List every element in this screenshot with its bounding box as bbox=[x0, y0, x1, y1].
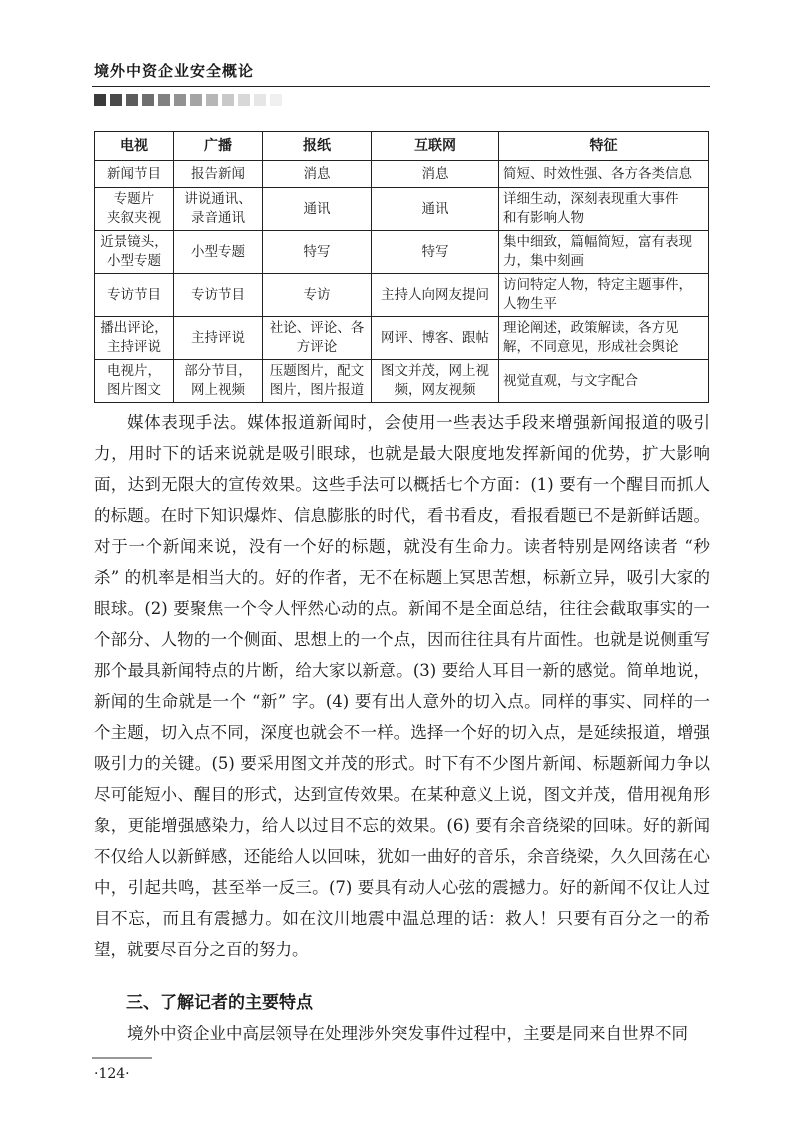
table-cell-tv: 专访节目 bbox=[95, 274, 174, 317]
table-cell-tv: 专题片 夹叙夹视 bbox=[95, 188, 174, 231]
table-cell-internet: 主持人向网友提问 bbox=[372, 274, 499, 317]
body-text bbox=[94, 407, 710, 965]
table-cell-paper: 专访 bbox=[263, 274, 372, 317]
column-header: 电视 bbox=[95, 132, 174, 161]
table-cell-feature: 集中细致，篇幅简短，富有表现 力，集中刻画 bbox=[499, 231, 709, 274]
table-cell-internet: 消息 bbox=[372, 161, 499, 188]
table-cell-feature: 理论阐述，政策解读，各方见 解，不同意见，形成社会舆论 bbox=[499, 317, 709, 360]
column-header: 互联网 bbox=[372, 132, 499, 161]
media-comparison-table bbox=[94, 131, 709, 403]
decoration-block bbox=[238, 94, 250, 106]
table-cell-radio: 主持评说 bbox=[174, 317, 263, 360]
decoration-block bbox=[94, 94, 106, 106]
table-cell-feature: 访问特定人物，特定主题事件， 人物生平 bbox=[499, 274, 709, 317]
section-paragraph-text: 境外中资企业中高层领导在处理涉外突发事件过程中，主要是同来自世界不同 bbox=[127, 1024, 688, 1043]
header-decoration-blocks bbox=[94, 94, 282, 106]
decoration-block bbox=[222, 94, 234, 106]
decoration-block bbox=[254, 94, 266, 106]
decoration-block bbox=[158, 94, 170, 106]
decoration-block bbox=[174, 94, 186, 106]
table-cell-radio: 专访节目 bbox=[174, 274, 263, 317]
table-cell-paper: 通讯 bbox=[263, 188, 372, 231]
decoration-block bbox=[126, 94, 138, 106]
decoration-block bbox=[190, 94, 202, 106]
table-cell-feature: 简短、时效性强、各方各类信息 bbox=[499, 161, 709, 188]
page-number: ·124· bbox=[94, 1066, 130, 1082]
table-cell-tv: 近景镜头， 小型专题 bbox=[95, 231, 174, 274]
decoration-block bbox=[142, 94, 154, 106]
table-header-row bbox=[95, 132, 709, 161]
footer-rule bbox=[92, 1057, 152, 1059]
table-cell-tv: 播出评论， 主持评说 bbox=[95, 317, 174, 360]
paragraph-media-techniques: 媒体表现手法。媒体报道新闻时，会使用一些表达手段来增强新闻报道的吸引力，用时下的话来说就是吸引眼球，也就是最大限度地发挥新闻的优势，扩大影响面，达到无限大的宣传效果。这些手法可以概括七个方面：(1) 要有一个醒目而抓人的标题。在时下知识爆炸、信息膨胀的时代，看书看皮，看报看题已不是新鲜话题。对于一个新闻来说，没有一个好的标题，就没有生命力。读者特别是网络读者 “秒杀” 的机率是相当大的。好的作者，无不在标题上冥思苦想，标新立异，吸引大家的眼球。(2) 要聚焦一个令人怦然心动的点。新闻不是全面总结，往往会截取事实的一个部分、人物的一个侧面、思想上的一个点，因而往往具有片面性。也就是说侧重写那个最具新闻特点的片断，给大家以新意。(3) 要给人耳目一新的感觉。简单地说，新闻的生命就是一个 “新” 字。(4) 要有出人意外的切入点。同样的事实、同样的一个主题，切入点不同，深度也就会不一样。选择一个好的切入点，是延续报道，增强吸引力的关键。(5) 要采用图文并茂的形式。时下有不少图片新闻、标题新闻力争以尽可能短小、醒目的形式，达到宣传效果。在某种意义上说，图文并茂，借用视角形象，更能增强感染力，给人以过目不忘的效果。(6) 要有余音绕梁的回味。好的新闻不仅给人以新鲜感，还能给人以回味，犹如一曲好的音乐，余音绕梁，久久回荡在心中，引起共鸣，甚至举一反三。(7) 要具有动人心弦的震撼力。好的新闻不仅让人过目不忘，而且有震撼力。如在汶川地震中温总理的话：救人！只要有百分之一的希望，就要尽百分之百的努力。 bbox=[94, 413, 710, 959]
decoration-block bbox=[270, 94, 282, 106]
table-row bbox=[95, 274, 709, 317]
table-row bbox=[95, 317, 709, 360]
table-cell-tv: 新闻节目 bbox=[95, 161, 174, 188]
table-row bbox=[95, 360, 709, 403]
table-cell-internet: 特写 bbox=[372, 231, 499, 274]
table-row bbox=[95, 188, 709, 231]
header-rule bbox=[92, 86, 710, 87]
table-row bbox=[95, 231, 709, 274]
table-cell-tv: 电视片， 图片图文 bbox=[95, 360, 174, 403]
table-cell-radio: 部分节目， 网上视频 bbox=[174, 360, 263, 403]
column-header: 报纸 bbox=[263, 132, 372, 161]
column-header: 特征 bbox=[499, 132, 709, 161]
table-cell-radio: 报告新闻 bbox=[174, 161, 263, 188]
table-cell-feature: 视觉直观，与文字配合 bbox=[499, 360, 709, 403]
section-heading: 三、了解记者的主要特点 bbox=[126, 993, 313, 1013]
column-header: 广播 bbox=[174, 132, 263, 161]
decoration-block bbox=[110, 94, 122, 106]
table-cell-internet: 网评、博客、跟帖 bbox=[372, 317, 499, 360]
table-cell-paper: 特写 bbox=[263, 231, 372, 274]
section-paragraph bbox=[94, 1018, 710, 1049]
decoration-block bbox=[206, 94, 218, 106]
table-row bbox=[95, 161, 709, 188]
table-cell-feature: 详细生动，深刻表现重大事件 和有影响人物 bbox=[499, 188, 709, 231]
running-header-title: 境外中资企业安全概论 bbox=[94, 62, 255, 80]
table-cell-radio: 小型专题 bbox=[174, 231, 263, 274]
table-cell-radio: 讲说通讯、 录音通讯 bbox=[174, 188, 263, 231]
table-cell-internet: 通讯 bbox=[372, 188, 499, 231]
table-cell-paper: 社论、评论、各 方评论 bbox=[263, 317, 372, 360]
table-cell-paper: 消息 bbox=[263, 161, 372, 188]
table-cell-internet: 图文并茂，网上视 频，网友视频 bbox=[372, 360, 499, 403]
table-cell-paper: 压题图片，配文 图片，图片报道 bbox=[263, 360, 372, 403]
